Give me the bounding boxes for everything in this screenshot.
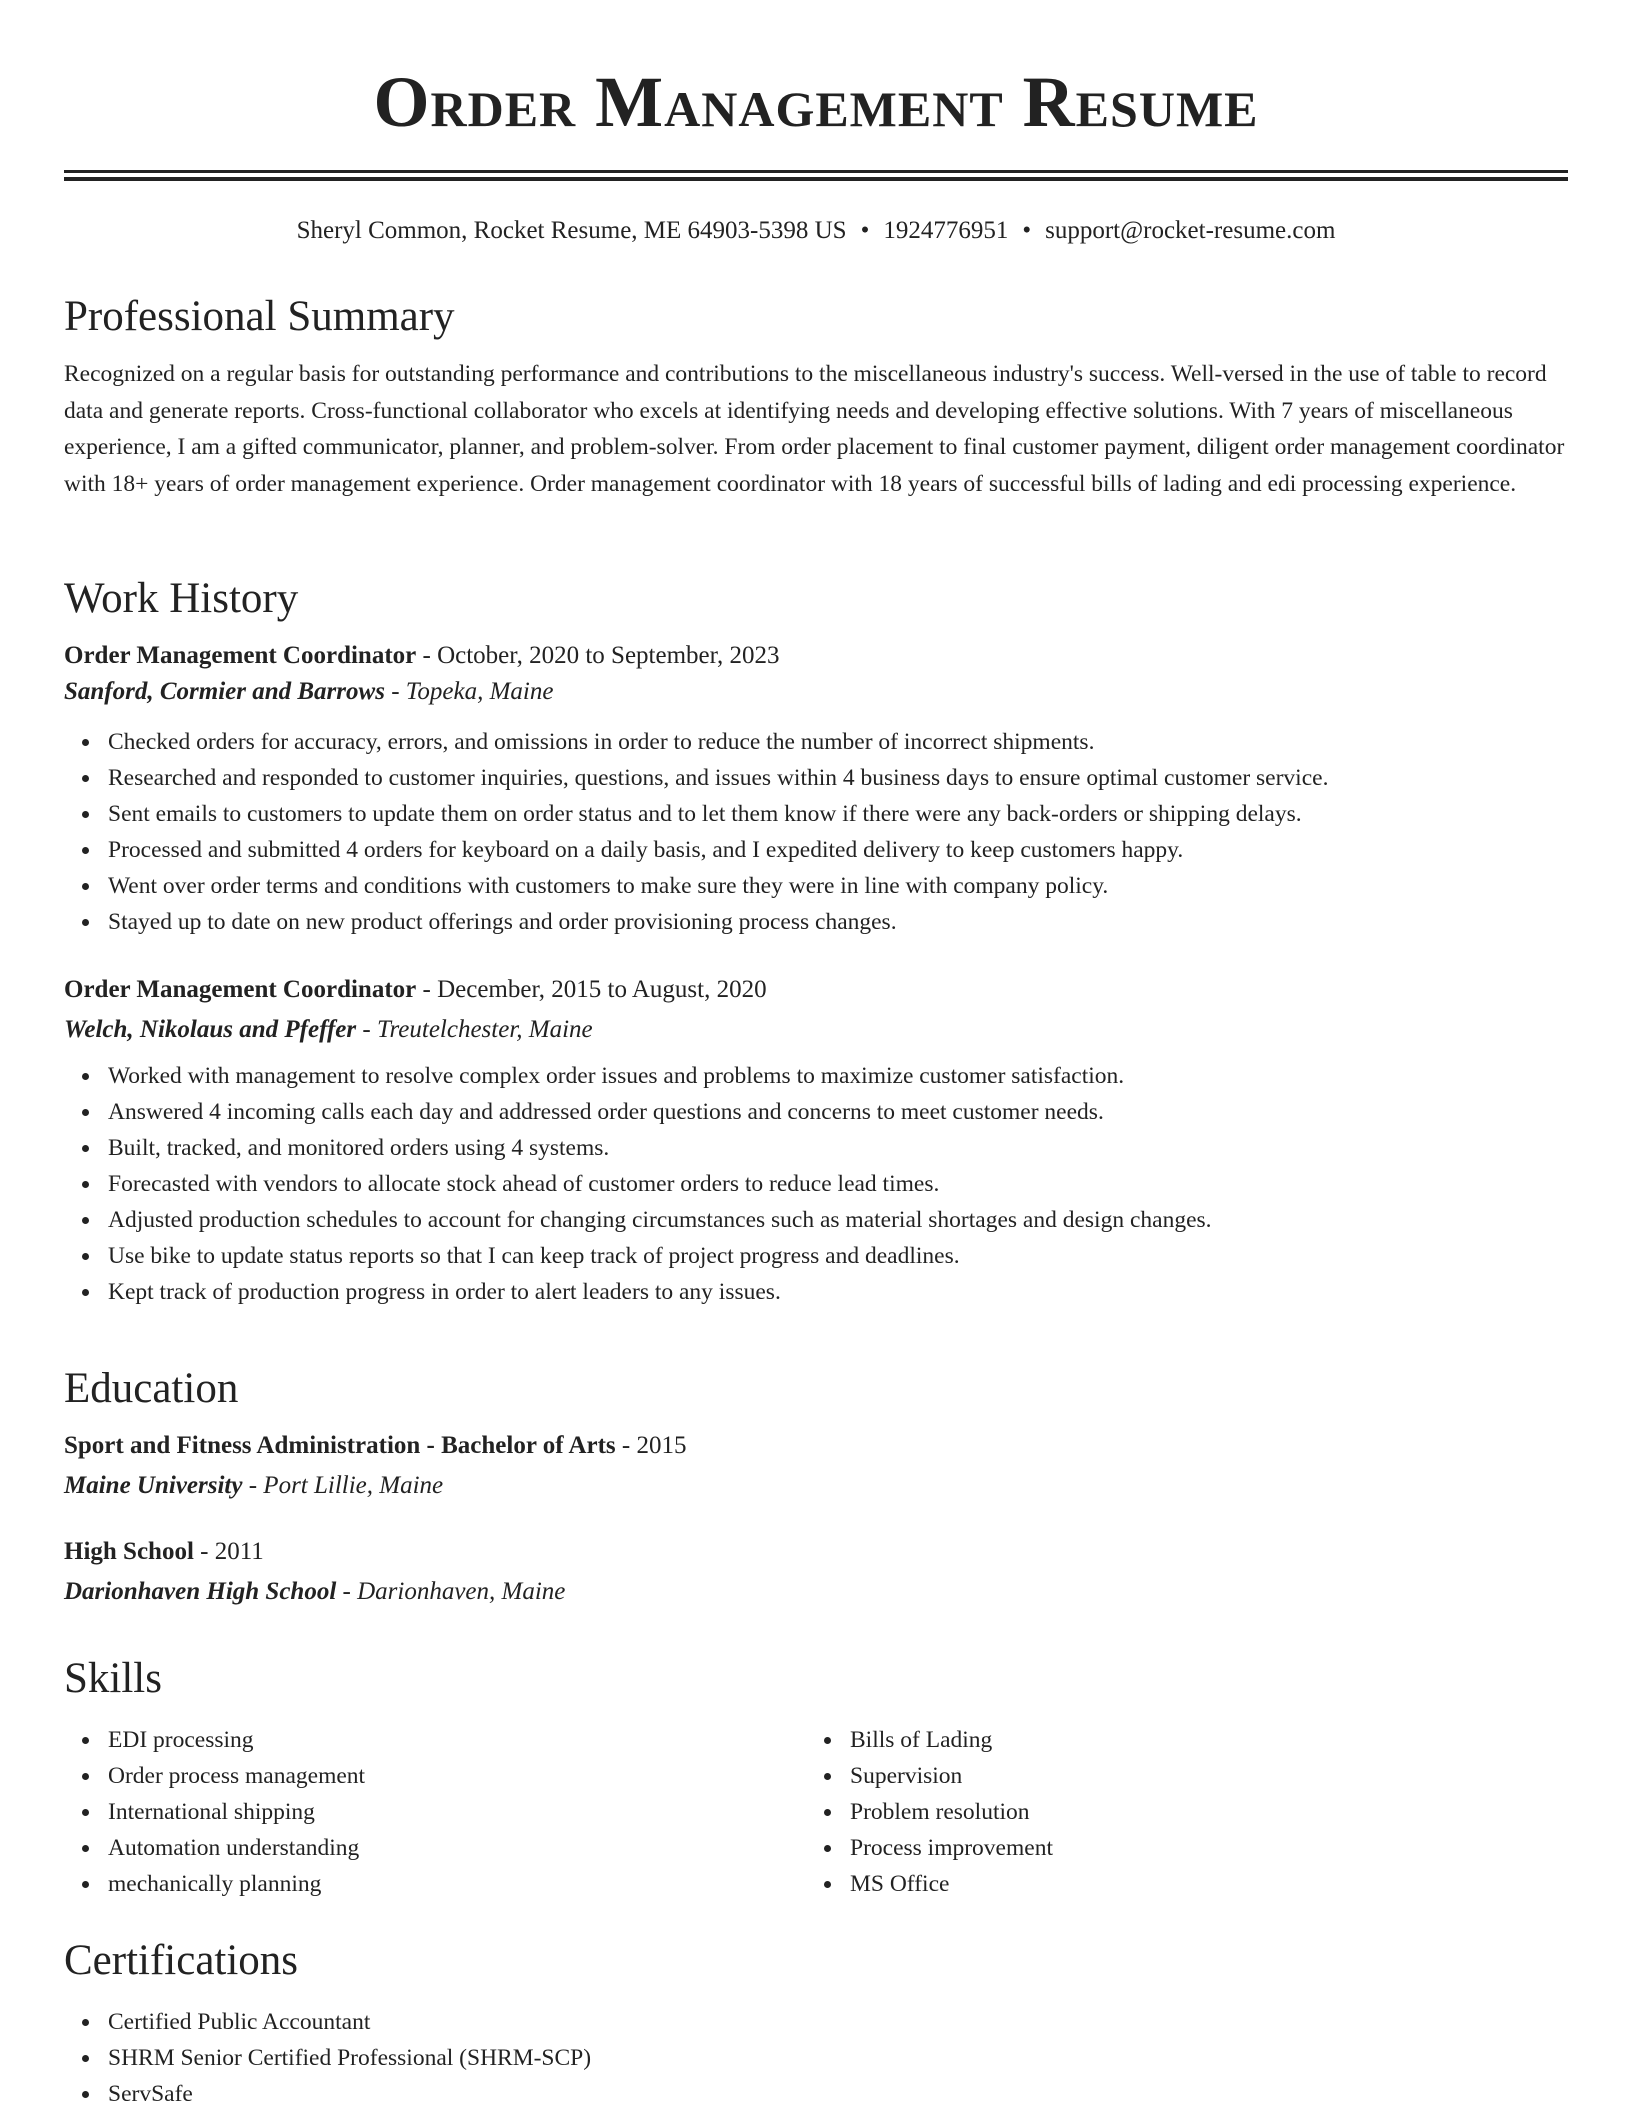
- job-bullet: Worked with management to resolve complex order issues and problems to maximize customer satisfaction.: [108, 1058, 1568, 1094]
- page-title: Order Management Resume: [373, 62, 1259, 142]
- skills-column-right: [806, 1722, 1548, 1902]
- education-school-line: [64, 1574, 1568, 1610]
- job-title: Order Management Coordinator: [64, 976, 417, 1003]
- resume-page: [64, 0, 1568, 2107]
- job-title: Order Management Coordinator: [64, 642, 417, 669]
- job-bullet: Stayed up to date on new product offerings and order provisioning process changes.: [108, 904, 1568, 940]
- job-bullet: Checked orders for accuracy, errors, and omissions in order to reduce the number of incorrect shipments.: [108, 724, 1568, 760]
- education-year: - 2011: [193, 1538, 264, 1565]
- skill-item: mechanically planning: [108, 1866, 806, 1902]
- contact-line: [64, 215, 1568, 247]
- education-location: - Port Lillie, Maine: [242, 1472, 444, 1499]
- contact-separator: •: [860, 217, 870, 244]
- skills-heading: Skills: [64, 1655, 162, 1702]
- skill-item: Automation understanding: [108, 1830, 806, 1866]
- certification-item: SHRM Senior Certified Professional (SHRM-SCP): [108, 2040, 1568, 2076]
- education-school: Darionhaven High School: [64, 1578, 337, 1605]
- job-bullet: Sent emails to customers to update them on order status and to let them know if there were any back-orders or shipping delays.: [108, 796, 1568, 832]
- job-title-line: [64, 972, 1568, 1008]
- work-section: [64, 572, 1568, 1310]
- job-bullet: Answered 4 incoming calls each day and addressed order questions and concerns to meet customer needs.: [108, 1094, 1568, 1130]
- job-bullets: [64, 724, 1568, 940]
- skill-item: Order process management: [108, 1758, 806, 1794]
- job-bullet: Adjusted production schedules to account for changing circumstances such as material shortages and design changes.: [108, 1202, 1568, 1238]
- skill-item: MS Office: [850, 1866, 1548, 1902]
- skills-section: [64, 1652, 1568, 1902]
- job-bullet: Researched and responded to customer inquiries, questions, and issues within 4 business days to ensure optimal customer service.: [108, 760, 1568, 796]
- job-bullet: Built, tracked, and monitored orders using 4 systems.: [108, 1130, 1568, 1166]
- education-location: - Darionhaven, Maine: [336, 1578, 566, 1605]
- job-company-line: [64, 1012, 1568, 1048]
- summary-heading: Professional Summary: [64, 293, 455, 340]
- education-degree-line: [64, 1428, 1568, 1464]
- education-degree-line: [64, 1534, 1568, 1570]
- title-divider: [64, 170, 1568, 181]
- work-heading: Work History: [64, 575, 299, 622]
- certification-item: Certified Public Accountant: [108, 2004, 1568, 2040]
- job-location: - Treutelchester, Maine: [356, 1016, 593, 1043]
- education-year: - 2015: [615, 1432, 687, 1459]
- contact-email: support@rocket-resume.com: [1045, 217, 1336, 244]
- skill-item: International shipping: [108, 1794, 806, 1830]
- job-bullet: Went over order terms and conditions with customers to make sure they were in line with company policy.: [108, 868, 1568, 904]
- education-school-line: [64, 1468, 1568, 1504]
- skills-list: [64, 1722, 806, 1902]
- education-degree: High School: [64, 1538, 194, 1565]
- job-company: Welch, Nikolaus and Pfeffer: [64, 1016, 357, 1043]
- summary-section: [64, 290, 1568, 502]
- skill-item: Process improvement: [850, 1830, 1548, 1866]
- job-bullet: Processed and submitted 4 orders for keyboard on a daily basis, and I expedited delivery to keep customers happy.: [108, 832, 1568, 868]
- education-entry: [64, 1534, 1568, 1610]
- skills-column-left: [64, 1722, 806, 1902]
- contact-address: Sheryl Common, Rocket Resume, ME 64903-5398 US: [296, 217, 847, 244]
- job-entry: [64, 638, 1568, 940]
- skill-item: EDI processing: [108, 1722, 806, 1758]
- education-section: [64, 1362, 1568, 1610]
- skill-item: Problem resolution: [850, 1794, 1548, 1830]
- education-heading: Education: [64, 1365, 239, 1412]
- job-entry: [64, 972, 1568, 1310]
- job-bullet: Use bike to update status reports so that I can keep track of project progress and deadlines.: [108, 1238, 1568, 1274]
- job-bullets: [64, 1058, 1568, 1310]
- job-dates: - October, 2020 to September, 2023: [416, 642, 780, 669]
- skills-grid: [64, 1722, 1568, 1902]
- contact-phone: 1924776951: [883, 217, 1009, 244]
- job-bullet: Forecasted with vendors to allocate stock ahead of customer orders to reduce lead times.: [108, 1166, 1568, 1202]
- summary-text: Recognized on a regular basis for outstanding performance and contributions to the miscellaneous industry's success. Well-versed in the use of table to record data and generate reports. Cross-functional collaborator who excels at identifying needs and developing effective solutions. With 7 years of miscellaneous experience, I am a gifted communicator, planner, and problem-solver. From order placement to final customer payment, diligent order management coordinator with 18+ years of order management experience. Order management coordinator with 18 years of successful bills of lading and edi processing experience.: [64, 361, 1565, 497]
- certifications-heading: Certifications: [64, 1937, 299, 1984]
- skill-item: Bills of Lading: [850, 1722, 1548, 1758]
- job-company: Sanford, Cormier and Barrows: [64, 678, 385, 705]
- education-school: Maine University: [64, 1472, 243, 1499]
- skills-list: [806, 1722, 1548, 1902]
- skill-item: Supervision: [850, 1758, 1548, 1794]
- job-title-line: [64, 638, 1568, 674]
- certifications-section: [64, 1934, 1568, 2112]
- certifications-list: [64, 2004, 1568, 2112]
- education-degree: Sport and Fitness Administration - Bachelor of Arts: [64, 1432, 616, 1459]
- job-location: - Topeka, Maine: [384, 678, 554, 705]
- contact-separator: •: [1022, 217, 1032, 244]
- job-dates: - December, 2015 to August, 2020: [416, 976, 767, 1003]
- job-company-line: [64, 674, 1568, 710]
- education-entry: [64, 1428, 1568, 1504]
- certification-item: ServSafe: [108, 2076, 1568, 2112]
- job-bullet: Kept track of production progress in order to alert leaders to any issues.: [108, 1274, 1568, 1310]
